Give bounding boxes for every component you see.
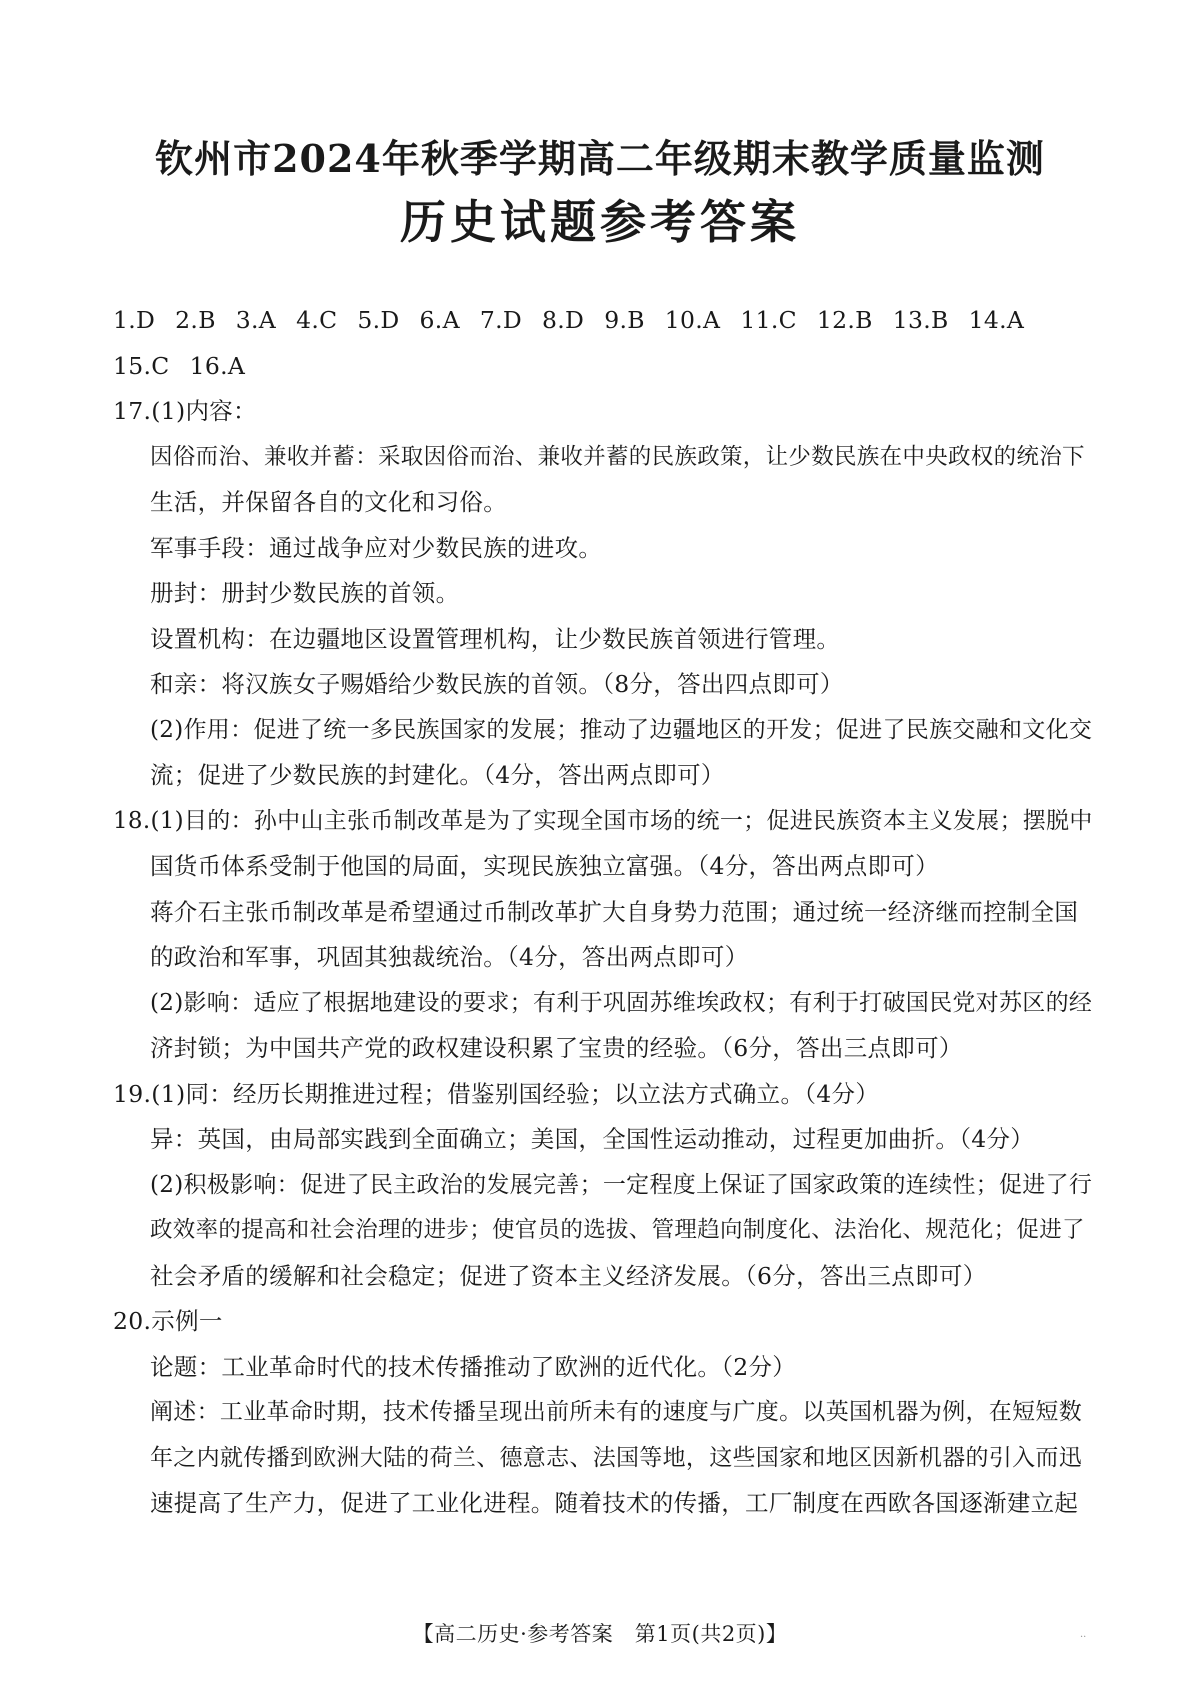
mc-answer: 12.B bbox=[816, 306, 873, 334]
mc-answer: 15.C bbox=[113, 351, 170, 380]
mc-answer: 16.A bbox=[189, 351, 246, 380]
q17-content-line: 册封：册封少数民族的首领。 bbox=[150, 579, 460, 607]
mc-answer: 7.D bbox=[479, 306, 523, 334]
q17-content-line: 和亲：将汉族女子赐婚给少数民族的首领。（8分，答出四点即可） bbox=[150, 670, 844, 698]
q19-part2-line: 社会矛盾的缓解和社会稳定；促进了资本主义经济发展。（6分，答出三点即可） bbox=[150, 1261, 987, 1290]
q20-content-line: 论题：工业革命时代的技术传播推动了欧洲的近代化。（2分） bbox=[150, 1352, 797, 1381]
q20-content-line: 年之内就传播到欧洲大陆的荷兰、德意志、法国等地，这些国家和地区因新机器的引入而迅 bbox=[150, 1444, 1082, 1471]
q19-heading: 19.(1)同：经历长期推进过程；借鉴别国经验；以立法方式确立。（4分） bbox=[113, 1079, 880, 1108]
q18-content-line: 蒋介石主张币制改革是希望通过币制改革扩大自身势力范围；通过统一经济继而控制全国 bbox=[150, 897, 1079, 926]
q18-part2-line: 济封锁；为中国共产党的政权建设积累了宝贵的经验。（6分，答出三点即可） bbox=[150, 1034, 963, 1062]
mc-answer: 3.A bbox=[235, 306, 277, 334]
q17-content-line: 因俗而治、兼收并蓄：采取因俗而治、兼收并蓄的民族政策，让少数民族在中央政权的统治下 bbox=[150, 443, 1085, 470]
answer-content bbox=[113, 298, 1098, 1527]
q17-content-line: 设置机构：在边疆地区设置管理机构，让少数民族首领进行管理。 bbox=[150, 624, 841, 653]
q17-part2-line: 流；促进了少数民族的封建化。（4分，答出两点即可） bbox=[150, 761, 725, 789]
q17-heading: 17.(1)内容： bbox=[113, 397, 257, 425]
page-footer: 【高二历史·参考答案 第1页(共2页)】 bbox=[412, 1622, 788, 1646]
q18-content-line: 的政治和军事，巩固其独裁统治。（4分，答出两点即可） bbox=[150, 943, 749, 971]
scan-mark: ·· bbox=[1080, 1632, 1087, 1643]
q19-part2-line: (2)积极影响：促进了民主政治的发展完善；一定程度上保证了国家政策的连续性；促进了行 bbox=[150, 1171, 1093, 1198]
q18-heading: 18.(1)目的：孙中山主张币制改革是为了实现全国市场的统一；促进民族资本主义发展；摆脱中 bbox=[113, 807, 1093, 834]
mc-answer: 10.A bbox=[664, 306, 721, 334]
q17-content-line: 军事手段：通过战争应对少数民族的进攻。 bbox=[150, 533, 603, 562]
mc-answer: 14.A bbox=[968, 306, 1025, 334]
q19-content-line: 异：英国，由局部实践到全面确立；美国，全国性运动推动，过程更加曲折。（4分） bbox=[150, 1125, 1035, 1153]
mc-answer: 1.D bbox=[113, 306, 156, 334]
q17-part2-line: (2)作用：促进了统一多民族国家的发展；推动了边疆地区的开发；促进了民族交融和文化交 bbox=[150, 716, 1093, 743]
mc-answer: 4.C bbox=[296, 306, 338, 334]
mc-answer: 2.B bbox=[175, 306, 216, 334]
mc-answer: 11.C bbox=[740, 306, 797, 334]
q18-part2-line: (2)影响：适应了根据地建设的要求；有利于巩固苏维埃政权；有利于打破国民党对苏区的经 bbox=[150, 989, 1093, 1016]
page-subtitle: 历史试题参考答案 bbox=[400, 195, 800, 249]
q18-content-line: 国货币体系受制于他国的局面，实现民族独立富强。（4分，答出两点即可） bbox=[150, 852, 939, 880]
q20-heading: 20.示例一 bbox=[113, 1307, 223, 1335]
page-title: 钦州市2024年秋季学期高二年级期末教学质量监测 bbox=[155, 136, 1045, 181]
q20-content-line: 速提高了生产力，促进了工业化进程。随着技术的传播，工厂制度在西欧各国逐渐建立起 bbox=[150, 1489, 1079, 1517]
q19-part2-line: 政效率的提高和社会治理的进步；使官员的选拔、管理趋向制度化、法治化、规范化；促进了 bbox=[150, 1217, 1085, 1243]
mc-answer: 9.B bbox=[604, 306, 645, 334]
mc-answer: 8.D bbox=[542, 306, 585, 334]
mc-answer: 6.A bbox=[419, 306, 460, 334]
mc-answer: 5.D bbox=[357, 306, 400, 334]
mc-answers-row-1 bbox=[113, 298, 1098, 344]
mc-answers-row-2 bbox=[113, 344, 1098, 390]
q20-content-line: 阐述：工业革命时期，技术传播呈现出前所未有的速度与广度。以英国机器为例，在短短数 bbox=[150, 1399, 1082, 1425]
mc-answer: 13.B bbox=[892, 306, 949, 334]
q17-content-line: 生活，并保留各自的文化和习俗。 bbox=[150, 488, 507, 516]
